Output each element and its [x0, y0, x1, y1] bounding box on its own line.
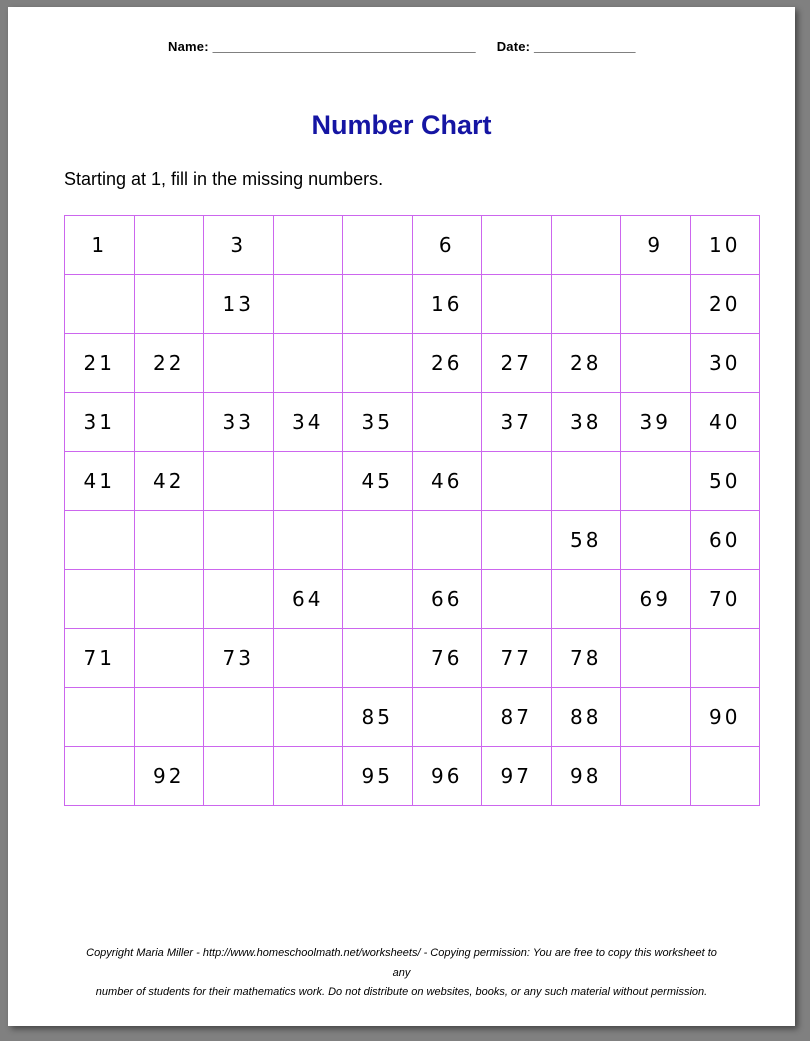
table-row [65, 629, 760, 688]
grid-cell[interactable]: 31 [65, 393, 135, 452]
grid-cell[interactable]: 20 [690, 275, 760, 334]
table-row [65, 452, 760, 511]
grid-cell[interactable] [343, 275, 413, 334]
copyright-footer [8, 944, 795, 1002]
grid-cell[interactable] [134, 511, 204, 570]
grid-cell[interactable]: 13 [204, 275, 274, 334]
grid-cell[interactable] [273, 216, 343, 275]
table-row [65, 275, 760, 334]
grid-cell[interactable]: 37 [482, 393, 552, 452]
grid-cell[interactable]: 96 [412, 747, 482, 806]
grid-cell[interactable] [551, 452, 621, 511]
grid-cell[interactable] [273, 747, 343, 806]
grid-cell[interactable]: 70 [690, 570, 760, 629]
page-title: Number Chart [311, 110, 492, 140]
grid-cell[interactable] [343, 216, 413, 275]
grid-cell[interactable]: 27 [482, 334, 552, 393]
grid-cell[interactable] [134, 570, 204, 629]
grid-cell[interactable]: 64 [273, 570, 343, 629]
grid-cell[interactable]: 98 [551, 747, 621, 806]
grid-cell[interactable]: 46 [412, 452, 482, 511]
grid-cell[interactable]: 35 [343, 393, 413, 452]
grid-cell[interactable]: 38 [551, 393, 621, 452]
grid-cell[interactable]: 21 [65, 334, 135, 393]
grid-cell[interactable] [621, 334, 691, 393]
grid-cell[interactable]: 95 [343, 747, 413, 806]
grid-cell[interactable] [134, 216, 204, 275]
table-row [65, 747, 760, 806]
table-row [65, 216, 760, 275]
grid-cell[interactable] [482, 275, 552, 334]
grid-cell[interactable] [621, 275, 691, 334]
grid-cell[interactable]: 41 [65, 452, 135, 511]
grid-cell[interactable] [621, 747, 691, 806]
grid-cell[interactable]: 39 [621, 393, 691, 452]
grid-cell[interactable] [343, 570, 413, 629]
table-row [65, 334, 760, 393]
grid-cell[interactable]: 28 [551, 334, 621, 393]
table-row [65, 570, 760, 629]
date-label: Date: [496, 39, 531, 54]
grid-cell[interactable] [621, 629, 691, 688]
grid-cell[interactable] [65, 688, 135, 747]
grid-cell[interactable] [204, 334, 274, 393]
grid-cell[interactable]: 50 [690, 452, 760, 511]
grid-cell[interactable] [273, 334, 343, 393]
grid-cell[interactable]: 33 [204, 393, 274, 452]
grid-cell[interactable]: 60 [690, 511, 760, 570]
grid-cell[interactable] [482, 570, 552, 629]
grid-cell[interactable] [482, 216, 552, 275]
grid-cell[interactable]: 22 [134, 334, 204, 393]
copyright-line-2: number of students for their mathematics work. Do not distribute on websites, books, or any such material without permission. [95, 985, 708, 998]
grid-cell[interactable]: 30 [690, 334, 760, 393]
number-chart-body [65, 216, 760, 806]
grid-cell[interactable]: 90 [690, 688, 760, 747]
grid-cell[interactable]: 40 [690, 393, 760, 452]
grid-cell[interactable] [343, 334, 413, 393]
worksheet-page [8, 7, 795, 1026]
grid-cell[interactable] [204, 747, 274, 806]
grid-cell[interactable] [551, 275, 621, 334]
grid-cell[interactable] [273, 452, 343, 511]
grid-cell[interactable]: 42 [134, 452, 204, 511]
grid-cell[interactable]: 10 [690, 216, 760, 275]
grid-cell[interactable] [204, 570, 274, 629]
grid-cell[interactable]: 88 [551, 688, 621, 747]
grid-cell[interactable]: 92 [134, 747, 204, 806]
grid-cell[interactable] [551, 216, 621, 275]
grid-cell[interactable] [621, 688, 691, 747]
grid-cell[interactable]: 73 [204, 629, 274, 688]
grid-cell[interactable] [343, 629, 413, 688]
grid-cell[interactable]: 6 [412, 216, 482, 275]
grid-cell[interactable] [134, 688, 204, 747]
grid-cell[interactable] [621, 452, 691, 511]
grid-cell[interactable] [65, 511, 135, 570]
name-label: Name: [168, 39, 209, 54]
name-date-header [8, 39, 795, 54]
grid-cell[interactable] [204, 452, 274, 511]
grid-cell[interactable] [134, 275, 204, 334]
grid-cell[interactable]: 3 [204, 216, 274, 275]
grid-cell[interactable] [482, 452, 552, 511]
grid-cell[interactable] [65, 570, 135, 629]
grid-cell[interactable]: 71 [65, 629, 135, 688]
grid-cell[interactable] [482, 511, 552, 570]
number-chart-grid [64, 215, 760, 806]
grid-cell[interactable] [273, 629, 343, 688]
copyright-line-1: Copyright Maria Miller - http://www.homeschoolmath.net/worksheets/ - Copying permission: You are free to copy this worksheet to any [86, 947, 717, 979]
grid-cell[interactable] [134, 629, 204, 688]
grid-cell[interactable] [204, 688, 274, 747]
grid-cell[interactable]: 69 [621, 570, 691, 629]
grid-cell[interactable] [273, 511, 343, 570]
grid-cell[interactable]: 1 [65, 216, 135, 275]
grid-cell[interactable] [412, 511, 482, 570]
grid-cell[interactable]: 97 [482, 747, 552, 806]
grid-cell[interactable]: 76 [412, 629, 482, 688]
grid-cell[interactable] [621, 511, 691, 570]
grid-cell[interactable]: 9 [621, 216, 691, 275]
grid-cell[interactable]: 45 [343, 452, 413, 511]
grid-cell[interactable] [412, 393, 482, 452]
grid-cell[interactable]: 87 [482, 688, 552, 747]
grid-cell[interactable]: 58 [551, 511, 621, 570]
grid-cell[interactable] [65, 747, 135, 806]
grid-cell[interactable]: 26 [412, 334, 482, 393]
grid-cell[interactable] [551, 570, 621, 629]
grid-cell[interactable]: 77 [482, 629, 552, 688]
grid-cell[interactable]: 16 [412, 275, 482, 334]
grid-cell[interactable] [343, 511, 413, 570]
grid-cell[interactable] [690, 747, 760, 806]
grid-cell[interactable] [65, 275, 135, 334]
grid-cell[interactable] [273, 688, 343, 747]
table-row [65, 393, 760, 452]
grid-cell[interactable]: 85 [343, 688, 413, 747]
grid-cell[interactable] [134, 393, 204, 452]
grid-cell[interactable] [690, 629, 760, 688]
grid-cell[interactable] [204, 511, 274, 570]
grid-cell[interactable]: 34 [273, 393, 343, 452]
date-blank-line[interactable]: _______________ [534, 39, 635, 54]
instructions-text: Starting at 1, fill in the missing numbers. [64, 169, 384, 189]
name-blank-line[interactable]: _______________________________________ [212, 39, 476, 54]
grid-cell[interactable]: 66 [412, 570, 482, 629]
grid-cell[interactable] [412, 688, 482, 747]
table-row [65, 511, 760, 570]
grid-cell[interactable] [273, 275, 343, 334]
grid-cell[interactable]: 78 [551, 629, 621, 688]
table-row [65, 688, 760, 747]
